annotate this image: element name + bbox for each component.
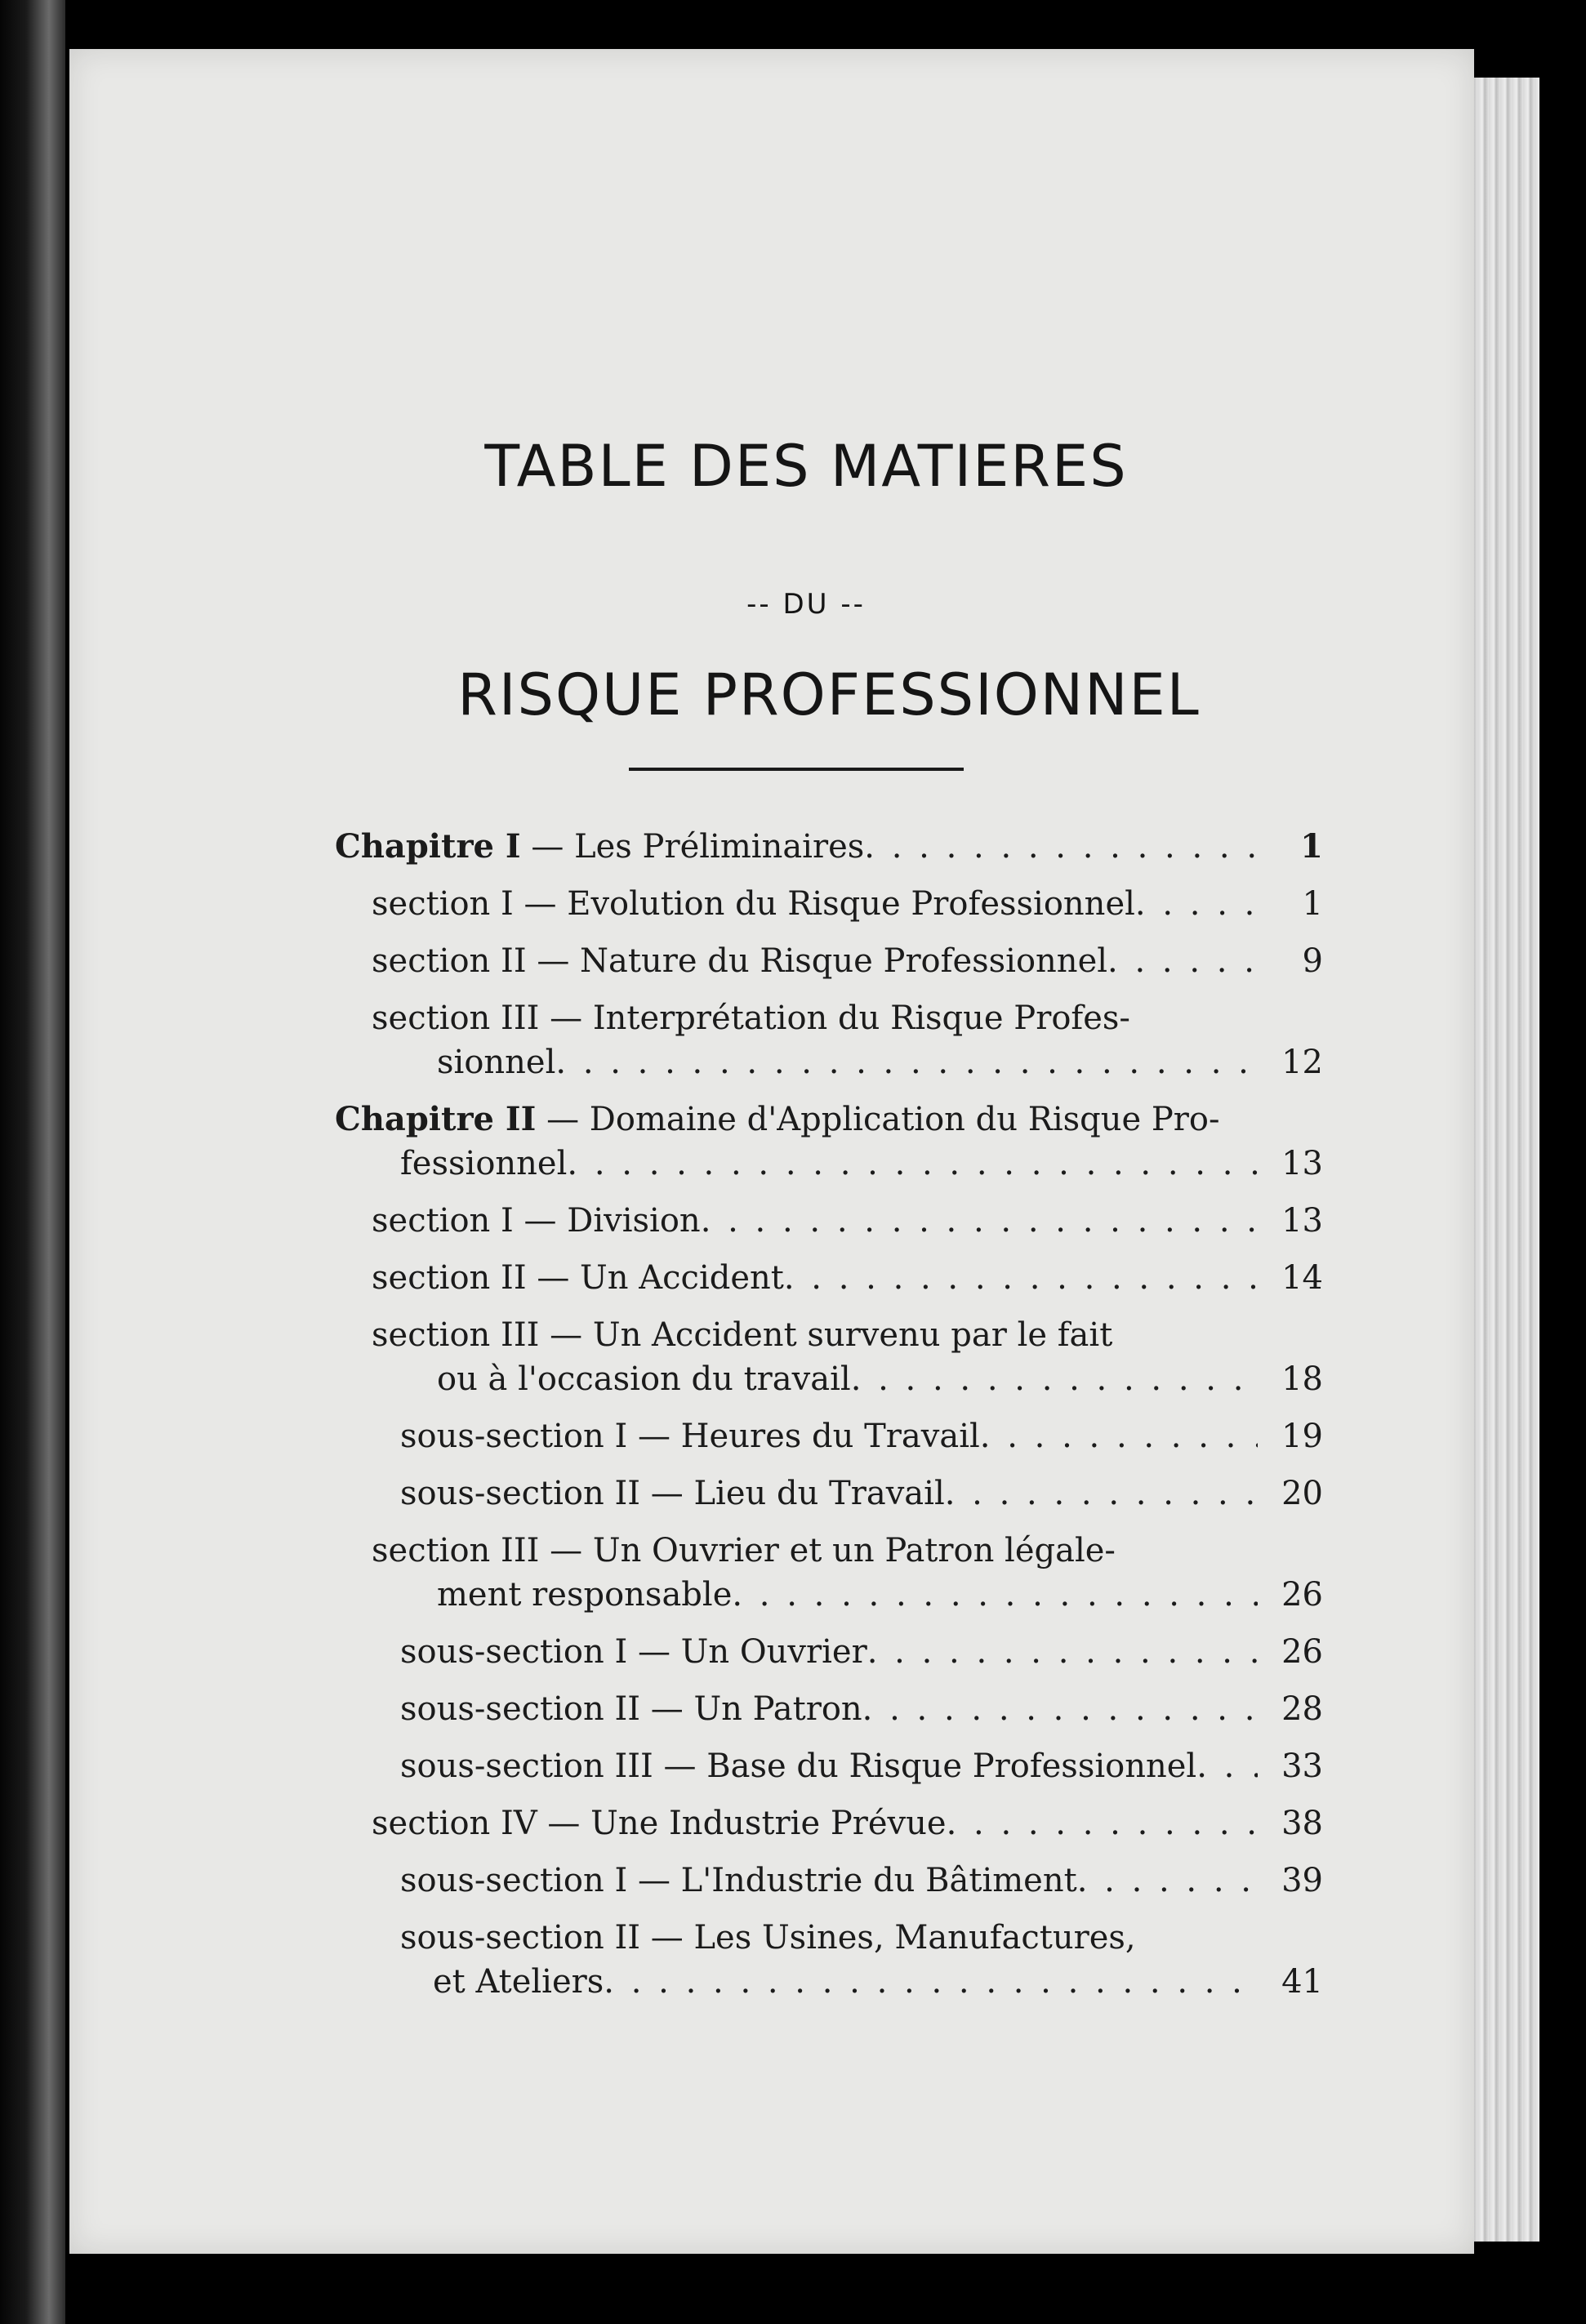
toc-entry [335, 882, 1323, 926]
toc-entry [335, 1529, 1323, 1617]
toc-entry [335, 1414, 1323, 1458]
toc-entry [335, 1630, 1323, 1674]
toc-page-number: 12 [1281, 1044, 1323, 1081]
toc-page-number: 26 [1281, 1633, 1323, 1671]
toc-entry-label: — Domaine d'Application du Risque Pro- [536, 1101, 1220, 1138]
toc-entry-label: section II — Un Accident [372, 1259, 784, 1297]
toc-entry [335, 1859, 1323, 1903]
title-rule [629, 768, 964, 771]
toc-page-number: 1 [1302, 885, 1323, 923]
page-subtitle: RISQUE PROFESSIONNEL [457, 661, 1201, 728]
toc-entry-label-continued: fessionnel [400, 1145, 568, 1182]
toc-entry [335, 1744, 1323, 1788]
toc-entry-label: sous-section I — L'Industrie du Bâtiment [400, 1862, 1077, 1899]
toc-page-number: 14 [1281, 1259, 1323, 1297]
toc-entry [335, 1916, 1323, 2004]
toc-entry-label-continued: ment responsable [437, 1576, 733, 1614]
toc-page-number: 19 [1281, 1418, 1323, 1455]
toc-page-number: 18 [1281, 1360, 1323, 1398]
toc-page-number: 33 [1281, 1747, 1323, 1785]
toc-entry-label: — Les Préliminaires [520, 828, 865, 866]
toc-page-number: 20 [1281, 1475, 1323, 1512]
title-connector: -- DU -- [746, 588, 866, 621]
chapter-label: Chapitre I [335, 827, 521, 866]
toc-page-number: 39 [1281, 1862, 1323, 1899]
toc-page-number: 13 [1281, 1145, 1323, 1182]
toc-entry-label: section I — Division [372, 1202, 701, 1240]
toc-entry [335, 1687, 1323, 1731]
toc-entry-label: section I — Evolution du Risque Professionnel [372, 885, 1135, 923]
toc-entry [335, 1256, 1323, 1300]
toc-page-number: 26 [1281, 1576, 1323, 1614]
toc-page-number: 38 [1281, 1805, 1323, 1842]
table-of-contents [335, 825, 1323, 2017]
toc-entry-label: sous-section II — Les Usines, Manufactures, [400, 1919, 1136, 1957]
toc-entry-label: section III — Un Accident survenu par le fait [372, 1316, 1113, 1354]
book-page [69, 49, 1474, 2254]
toc-entry [335, 825, 1323, 869]
toc-entry-label: sous-section III — Base du Risque Professionnel [400, 1747, 1197, 1785]
toc-entry [335, 1313, 1323, 1401]
page-title: TABLE DES MATIERES [484, 433, 1128, 500]
toc-entry-label: sous-section II — Lieu du Travail [400, 1475, 945, 1512]
toc-entry [335, 1801, 1323, 1845]
toc-entry [335, 1097, 1323, 1186]
toc-entry [335, 996, 1323, 1084]
toc-page-number: 28 [1281, 1690, 1323, 1728]
toc-entry-label: section II — Nature du Risque Professionnel [372, 942, 1108, 980]
toc-entry-label: sous-section I — Un Ouvrier [400, 1633, 867, 1671]
toc-entry-label-continued: sionnel [437, 1044, 556, 1081]
chapter-label: Chapitre II [335, 1100, 537, 1138]
toc-page-number: 9 [1302, 942, 1323, 980]
toc-entry-label-continued: et Ateliers [433, 1963, 604, 2001]
toc-entry [335, 1199, 1323, 1243]
page-edges [1466, 78, 1539, 2242]
toc-entry-label: section IV — Une Industrie Prévue [372, 1805, 947, 1842]
toc-page-number: 1 [1300, 827, 1323, 866]
toc-entry [335, 1471, 1323, 1516]
toc-entry-label-continued: ou à l'occasion du travail [437, 1360, 851, 1398]
toc-page-number: 41 [1281, 1963, 1323, 2001]
toc-entry-label: section III — Un Ouvrier et un Patron légale- [372, 1532, 1116, 1569]
toc-entry [335, 939, 1323, 983]
toc-page-number: 13 [1281, 1202, 1323, 1240]
toc-entry-label: sous-section I — Heures du Travail [400, 1418, 980, 1455]
toc-entry-label: sous-section II — Un Patron [400, 1690, 862, 1728]
scan-left-border [0, 0, 65, 2324]
toc-entry-label: section III — Interprétation du Risque Profes- [372, 999, 1130, 1037]
